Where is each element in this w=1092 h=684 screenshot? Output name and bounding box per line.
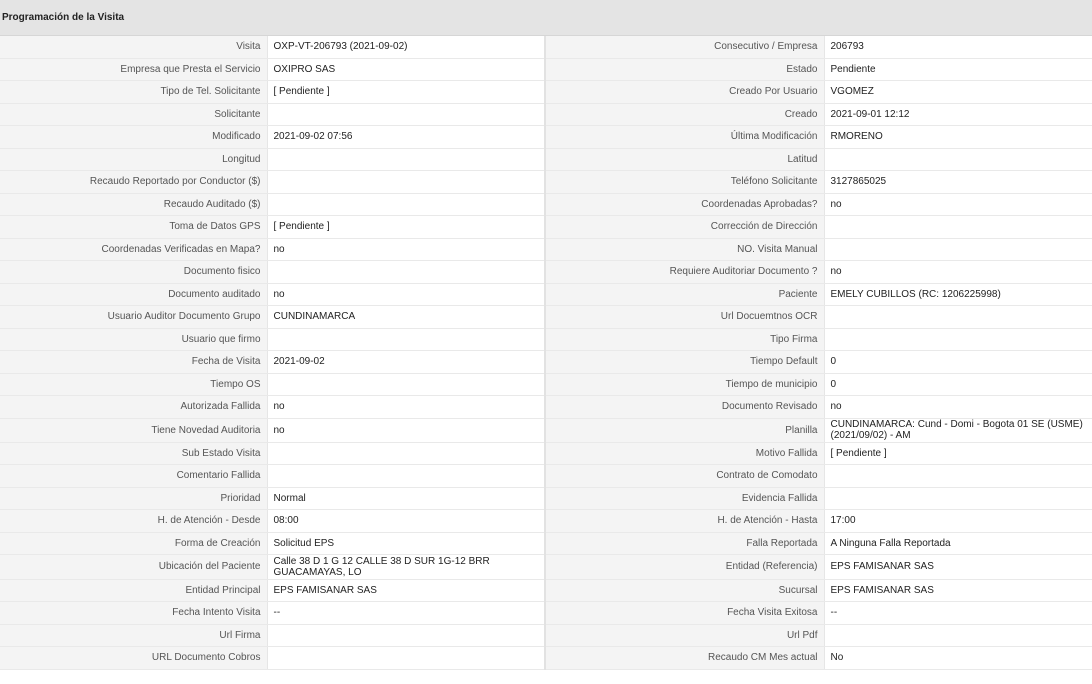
- field-value: 2021-09-01 12:12: [824, 103, 1092, 125]
- field-label: Forma de Creación: [0, 532, 267, 554]
- field-label: Recaudo Auditado ($): [0, 193, 267, 215]
- field-label: Tiempo de municipio: [545, 373, 824, 395]
- field-value: no: [267, 418, 545, 442]
- detail-row: [0, 464, 1092, 487]
- detail-row: [0, 238, 1092, 260]
- detail-row: [0, 58, 1092, 80]
- detail-row: [0, 373, 1092, 395]
- field-value: [267, 464, 545, 487]
- field-label: Prioridad: [0, 487, 267, 509]
- detail-row: [0, 509, 1092, 532]
- field-value: 0: [824, 350, 1092, 373]
- field-value: OXP-VT-206793 (2021-09-02): [267, 36, 545, 58]
- detail-row: [0, 170, 1092, 193]
- field-label: Falla Reportada: [545, 532, 824, 554]
- field-label: Url Firma: [0, 624, 267, 646]
- panel-header: [0, 0, 1092, 36]
- field-value: EPS FAMISANAR SAS: [267, 579, 545, 601]
- field-label: Paciente: [545, 283, 824, 305]
- detail-row: [0, 193, 1092, 215]
- field-label: Latitud: [545, 148, 824, 170]
- field-value: [267, 624, 545, 646]
- field-label: Entidad Principal: [0, 579, 267, 601]
- field-value: [ Pendiente ]: [267, 80, 545, 103]
- detail-row: [0, 624, 1092, 646]
- field-label: Consecutivo / Empresa: [545, 36, 824, 58]
- detail-row: [0, 283, 1092, 305]
- field-label: Sub Estado Visita: [0, 442, 267, 464]
- field-label: Creado: [545, 103, 824, 125]
- field-label: Documento auditado: [0, 283, 267, 305]
- field-value: 0: [824, 373, 1092, 395]
- field-value: [824, 238, 1092, 260]
- field-label: Ubicación del Paciente: [0, 554, 267, 579]
- field-value: no: [267, 238, 545, 260]
- field-label: Planilla: [545, 418, 824, 442]
- field-value: A Ninguna Falla Reportada: [824, 532, 1092, 554]
- field-value: [824, 328, 1092, 350]
- field-label: Sucursal: [545, 579, 824, 601]
- field-label: Tipo Firma: [545, 328, 824, 350]
- field-value: 17:00: [824, 509, 1092, 532]
- field-value: CUNDINAMARCA: Cund - Domi - Bogota 01 SE (USME) (2021/09/02) - AM: [824, 418, 1092, 442]
- detail-row: [0, 579, 1092, 601]
- field-value: 2021-09-02: [267, 350, 545, 373]
- field-label: Tipo de Tel. Solicitante: [0, 80, 267, 103]
- field-label: Corrección de Dirección: [545, 215, 824, 238]
- detail-row: [0, 36, 1092, 58]
- field-label: Visita: [0, 36, 267, 58]
- field-value: --: [267, 601, 545, 624]
- field-value: --: [824, 601, 1092, 624]
- field-value: [ Pendiente ]: [824, 442, 1092, 464]
- field-value: Pendiente: [824, 58, 1092, 80]
- field-value: [267, 260, 545, 283]
- field-value: no: [824, 395, 1092, 418]
- detail-row: [0, 532, 1092, 554]
- field-label: Contrato de Comodato: [545, 464, 824, 487]
- detail-row: [0, 646, 1092, 669]
- field-value: [267, 373, 545, 395]
- field-value: [267, 193, 545, 215]
- field-value: EPS FAMISANAR SAS: [824, 579, 1092, 601]
- field-value: no: [824, 193, 1092, 215]
- field-label: Tiempo OS: [0, 373, 267, 395]
- detail-row: [0, 418, 1092, 442]
- field-label: H. de Atención - Desde: [0, 509, 267, 532]
- field-label: URL Documento Cobros: [0, 646, 267, 669]
- detail-row: [0, 260, 1092, 283]
- field-label: Solicitante: [0, 103, 267, 125]
- field-value: no: [824, 260, 1092, 283]
- field-label: Modificado: [0, 125, 267, 148]
- field-label: Empresa que Presta el Servicio: [0, 58, 267, 80]
- field-value: [267, 103, 545, 125]
- detail-row: [0, 80, 1092, 103]
- detail-row: [0, 328, 1092, 350]
- field-value: [267, 442, 545, 464]
- detail-row: [0, 125, 1092, 148]
- field-label: Tiene Novedad Auditoria: [0, 418, 267, 442]
- field-value: [824, 305, 1092, 328]
- field-value: [824, 148, 1092, 170]
- field-label: Coordenadas Aprobadas?: [545, 193, 824, 215]
- field-label: Fecha Visita Exitosa: [545, 601, 824, 624]
- field-label: Última Modificación: [545, 125, 824, 148]
- field-label: Entidad (Referencia): [545, 554, 824, 579]
- field-value: [824, 487, 1092, 509]
- field-label: Recaudo CM Mes actual: [545, 646, 824, 669]
- field-value: [267, 328, 545, 350]
- field-label: Url Docuemtnos OCR: [545, 305, 824, 328]
- field-label: Requiere Auditoriar Documento ?: [545, 260, 824, 283]
- detail-row: [0, 215, 1092, 238]
- field-label: Usuario Auditor Documento Grupo: [0, 305, 267, 328]
- detail-row: [0, 554, 1092, 579]
- detail-row: [0, 350, 1092, 373]
- field-label: NO. Visita Manual: [545, 238, 824, 260]
- detail-row: [0, 305, 1092, 328]
- field-value: [ Pendiente ]: [267, 215, 545, 238]
- field-value: 08:00: [267, 509, 545, 532]
- field-value: no: [267, 283, 545, 305]
- field-value: CUNDINAMARCA: [267, 305, 545, 328]
- field-value: [267, 646, 545, 669]
- field-value: [267, 170, 545, 193]
- field-label: Teléfono Solicitante: [545, 170, 824, 193]
- field-value: OXIPRO SAS: [267, 58, 545, 80]
- field-value: [824, 464, 1092, 487]
- detail-row: [0, 103, 1092, 125]
- field-value: RMORENO: [824, 125, 1092, 148]
- detail-row: [0, 395, 1092, 418]
- field-label: Fecha de Visita: [0, 350, 267, 373]
- field-label: Documento fisico: [0, 260, 267, 283]
- field-label: Estado: [545, 58, 824, 80]
- field-value: no: [267, 395, 545, 418]
- field-value: Calle 38 D 1 G 12 CALLE 38 D SUR 1G-12 BRR GUACAMAYAS, LO: [267, 554, 545, 579]
- field-value: EMELY CUBILLOS (RC: 1206225998): [824, 283, 1092, 305]
- field-label: Coordenadas Verificadas en Mapa?: [0, 238, 267, 260]
- field-label: H. de Atención - Hasta: [545, 509, 824, 532]
- field-value: 206793: [824, 36, 1092, 58]
- detail-row: [0, 442, 1092, 464]
- panel-title: Programación de la Visita: [2, 12, 125, 23]
- field-label: Comentario Fallida: [0, 464, 267, 487]
- field-value: No: [824, 646, 1092, 669]
- field-label: Toma de Datos GPS: [0, 215, 267, 238]
- field-value: 3127865025: [824, 170, 1092, 193]
- field-value: Normal: [267, 487, 545, 509]
- field-value: VGOMEZ: [824, 80, 1092, 103]
- field-value: [824, 215, 1092, 238]
- field-value: Solicitud EPS: [267, 532, 545, 554]
- field-label: Evidencia Fallida: [545, 487, 824, 509]
- detail-row: [0, 601, 1092, 624]
- visit-details-table: [0, 36, 1092, 670]
- field-label: Fecha Intento Visita: [0, 601, 267, 624]
- field-value: [824, 624, 1092, 646]
- field-label: Url Pdf: [545, 624, 824, 646]
- field-label: Motivo Fallida: [545, 442, 824, 464]
- field-value: 2021-09-02 07:56: [267, 125, 545, 148]
- field-label: Usuario que firmo: [0, 328, 267, 350]
- field-label: Autorizada Fallida: [0, 395, 267, 418]
- field-label: Tiempo Default: [545, 350, 824, 373]
- field-label: Documento Revisado: [545, 395, 824, 418]
- field-label: Creado Por Usuario: [545, 80, 824, 103]
- field-value: [267, 148, 545, 170]
- detail-row: [0, 487, 1092, 509]
- detail-row: [0, 148, 1092, 170]
- field-label: Longitud: [0, 148, 267, 170]
- field-label: Recaudo Reportado por Conductor ($): [0, 170, 267, 193]
- field-value: EPS FAMISANAR SAS: [824, 554, 1092, 579]
